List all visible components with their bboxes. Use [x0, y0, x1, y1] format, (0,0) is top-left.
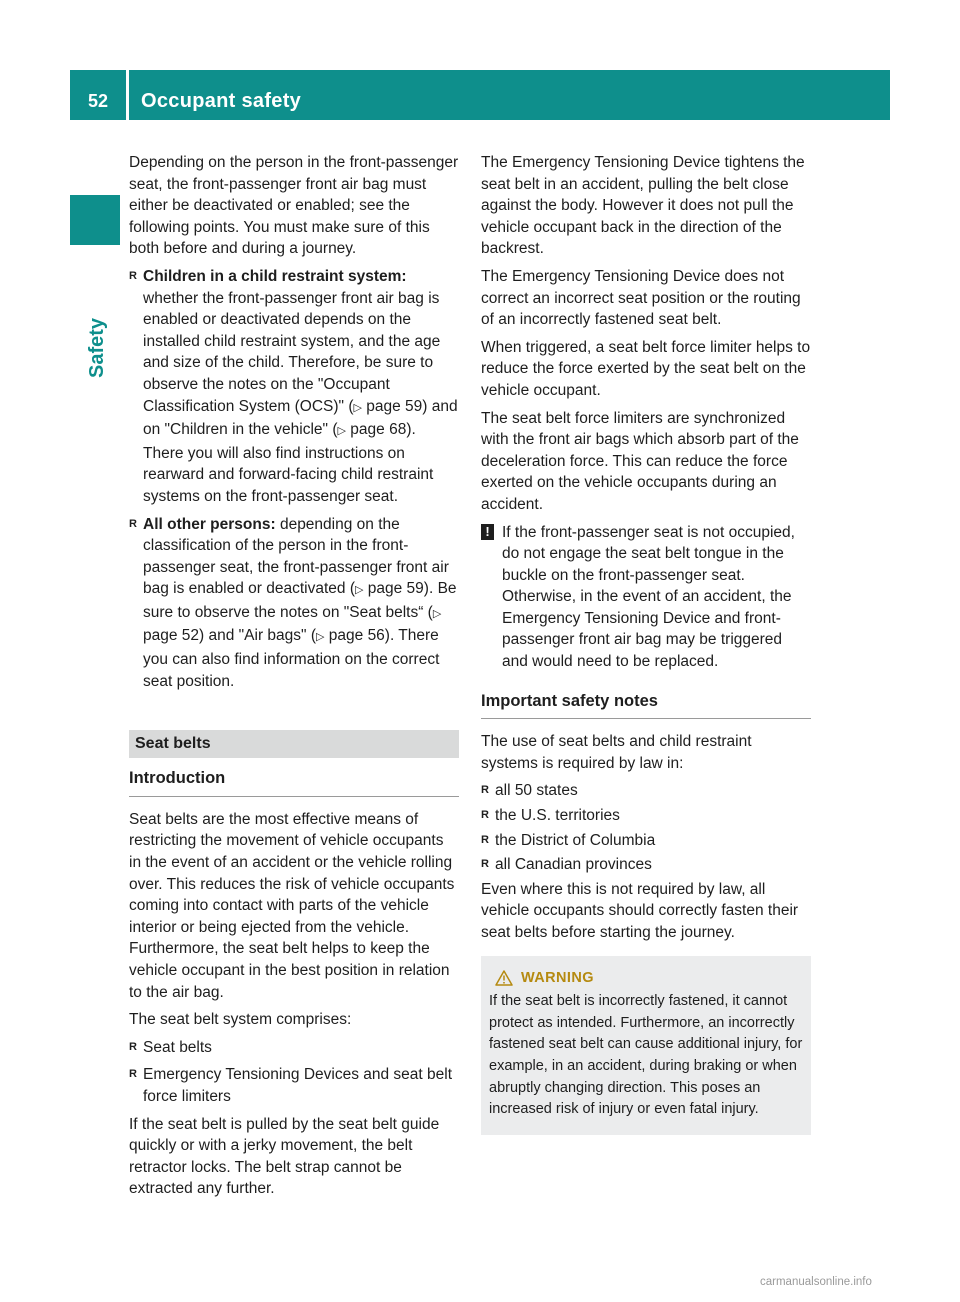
- warning-box: [481, 956, 811, 1135]
- subsection-heading: Introduction: [129, 768, 459, 797]
- exclamation-icon: !: [481, 524, 494, 540]
- notice-text: If the front-passenger seat is not occupied, do not engage the seat belt tongue in the buckle on the front-passenger seat. Otherwise, in the event of an accident, the Emergency Tensioning Device and front-passenger front air bag may be triggered and would need to be replaced.: [502, 523, 795, 671]
- paragraph: The Emergency Tensioning Device does not correct an incorrect seat position or the routing of an incorrectly fastened seat belt.: [481, 267, 801, 329]
- paragraph: The seat belt force limiters are synchronized with the front air bags which absorb part of the deceleration force. This can reduce the force exerted on the vehicle occupants during an accident.: [481, 409, 799, 513]
- bullet-icon: R: [481, 858, 489, 871]
- bullet-icon: R: [481, 809, 489, 822]
- warning-text: If the seat belt is incorrectly fastened, it cannot protect as intended. Furthermore, an incorrectly fastened seat belt can cause additional injury, for example, in an accident, during braking or when abruptly changing direction. This poses an increased risk of injury or even fatal injury.: [489, 993, 803, 1118]
- bullet-icon: R: [129, 517, 137, 530]
- bullet-icon: R: [129, 1040, 137, 1053]
- intro-paragraph: Depending on the person in the front-passenger seat, the front-passenger front air bag must either be deactivated or enabled; see the following points. You must make sure of this both before and during a journey.: [129, 154, 459, 258]
- page-number: 52: [87, 91, 109, 111]
- section-side-label: Safety: [86, 317, 108, 378]
- list-item: R Seat belts: [129, 1037, 459, 1059]
- bullet-icon: R: [129, 1068, 137, 1081]
- paragraph: The seat belt system comprises:: [129, 1011, 352, 1029]
- paragraph: Even where this is not required by law, all vehicle occupants should correctly fasten their seat belts before starting the journey.: [481, 880, 799, 941]
- page-ref-arrow-icon: ▷: [432, 607, 442, 620]
- right-column: [481, 152, 811, 1135]
- warning-triangle-icon: [495, 970, 513, 986]
- page-ref-arrow-icon: ▷: [316, 631, 325, 644]
- notice-block: [481, 522, 811, 673]
- paragraph: The use of seat belts and child restraint systems is required by law in:: [481, 733, 752, 772]
- page-ref-arrow-icon: ▷: [337, 425, 346, 438]
- bullet-icon: R: [481, 784, 489, 797]
- header-divider: [126, 70, 129, 120]
- list-item: R all 50 states: [481, 780, 811, 802]
- bullet-bold-label: All other persons:: [143, 515, 276, 533]
- list-item: R all Canadian provinces: [481, 854, 811, 876]
- list-item: R the U.S. territories: [481, 805, 811, 827]
- list-item: R Emergency Tensioning Devices and seat belt force limiters: [129, 1064, 459, 1107]
- subsection-heading: Important safety notes: [481, 691, 811, 720]
- left-column: [129, 152, 459, 1206]
- bullet-icon: R: [129, 269, 137, 282]
- bullet-bold-label: Children in a child restraint system:: [143, 267, 407, 285]
- list-item: R All other persons: depending on the classification of the person in the front-passenger seat, the front-passenger front air bag is enabled or deactivated (▷ page 59). Be sure to observe the notes on "Seat belts“ (▷ page 52) and "Air bags" (▷ page 56). There you can also find information on the correct seat position.: [129, 514, 459, 693]
- list-item: R Children in a child restraint system: whether the front-passenger front air bag is enabled or deactivated depends on the installed child restraint system, and the age and size of the child. Therefore, be sure to observe the notes on the "Occupant Classification System (OCS)" (▷ page 59) and on "Children in the vehicle" (▷ page 68). There you will also find instructions on rearward and forward-facing child restraint systems on the front-passenger seat.: [129, 266, 459, 508]
- paragraph: Seat belts are the most effective means of restricting the movement of vehicle occupants in the event of an accident or the vehicle rolling over. This reduces the risk of vehicle occupants coming into contact with parts of the vehicle interior or being ejected from the vehicle. Furthermore, the seat belt helps to keep the vehicle occupant in the best position in relation to the air bag.: [129, 810, 455, 1001]
- watermark: carmanualsonline.info: [760, 1276, 872, 1288]
- page-ref-arrow-icon: ▷: [353, 401, 362, 414]
- warning-title: WARNING: [521, 969, 594, 986]
- bullet-icon: R: [481, 833, 489, 846]
- section-heading: Seat belts: [129, 730, 459, 758]
- page-title: Occupant safety: [141, 90, 302, 112]
- paragraph: If the seat belt is pulled by the seat belt guide quickly or with a jerky movement, the belt retractor locks. The belt strap cannot be extracted any further.: [129, 1115, 440, 1198]
- paragraph: The Emergency Tensioning Device tightens the seat belt in an accident, pulling the belt close against the body. However it does not pull the vehicle occupant back in the direction of the backrest.: [481, 154, 805, 258]
- page-ref-arrow-icon: ▷: [354, 584, 364, 597]
- paragraph: When triggered, a seat belt force limiter helps to reduce the force exerted by the seat belt on the vehicle occupant.: [481, 338, 811, 399]
- section-tab-marker: [70, 195, 120, 245]
- list-item: R the District of Columbia: [481, 830, 811, 852]
